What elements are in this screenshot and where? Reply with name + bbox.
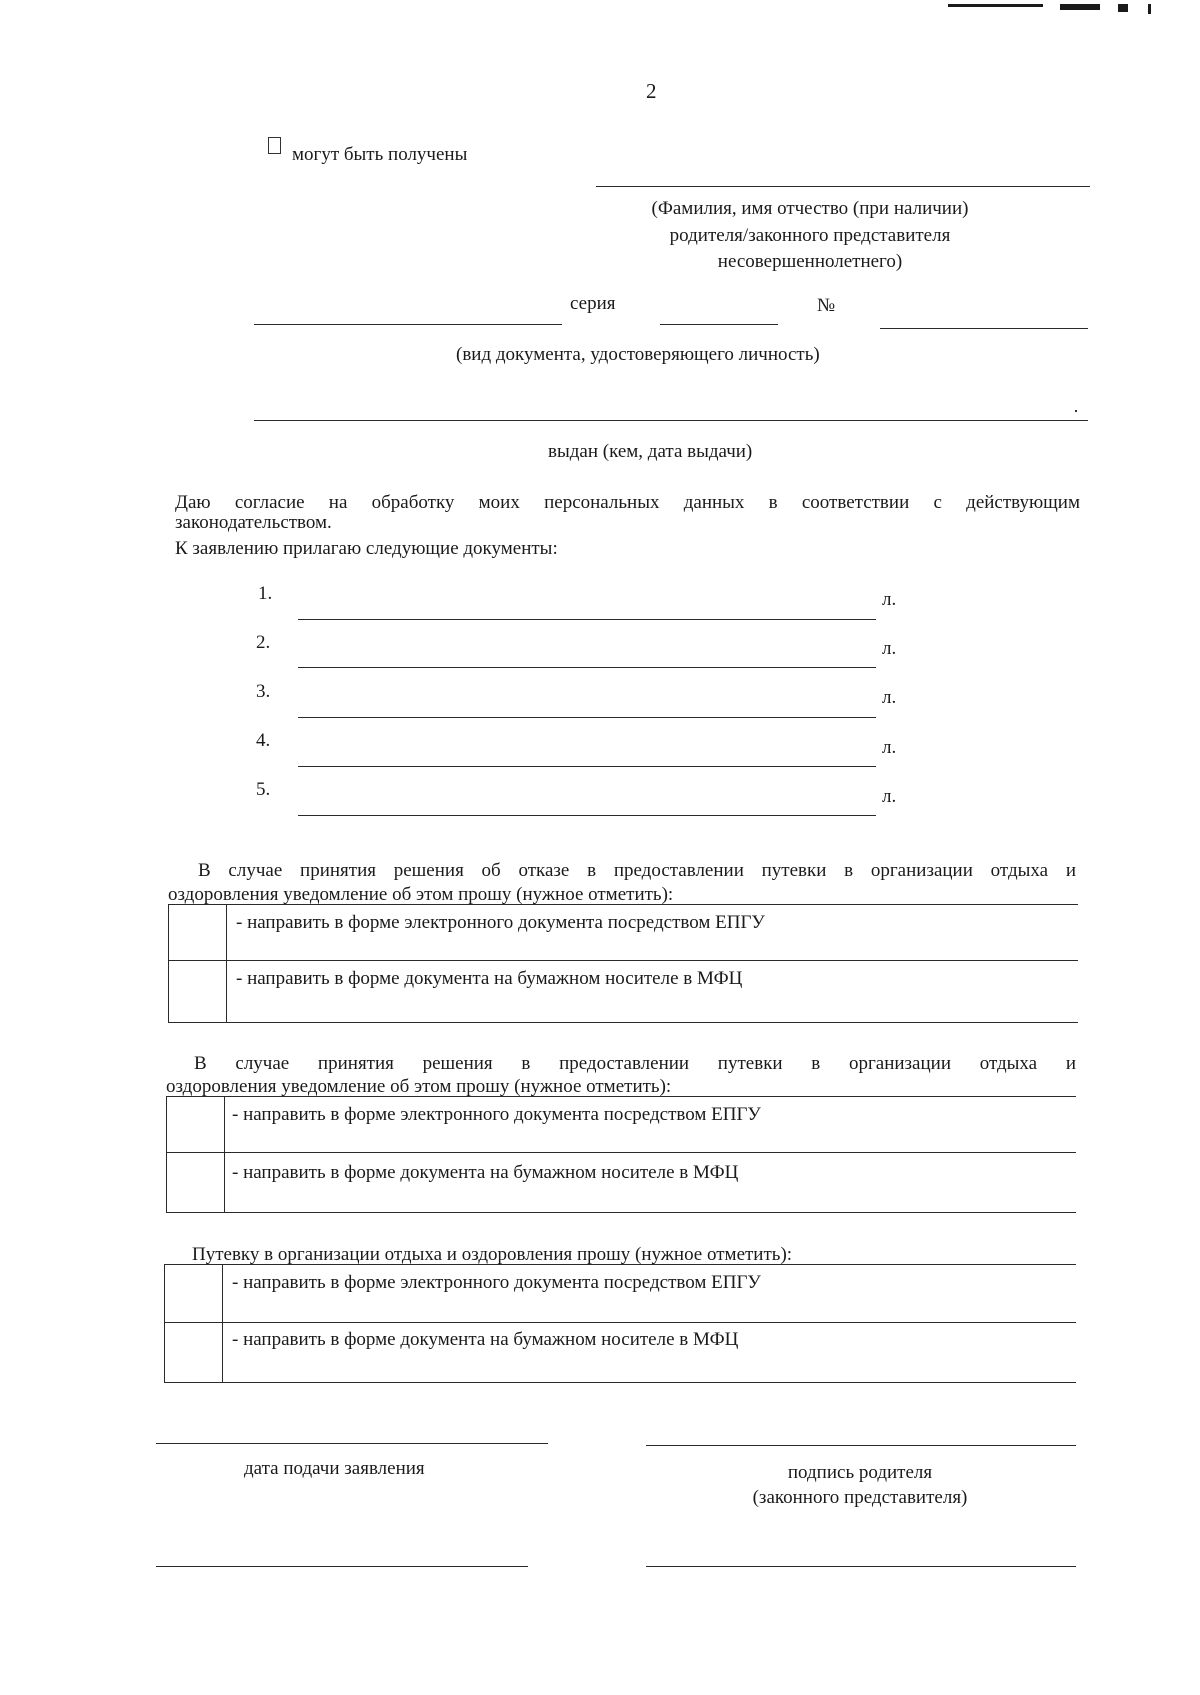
attachments-intro: К заявлению прилагаю следующие документы:: [175, 538, 558, 559]
approval-option-mfc: - направить в форме документа на бумажном носителе в МФЦ: [232, 1162, 739, 1183]
table-border: [224, 1096, 225, 1212]
consent-line-2: законодательством.: [175, 512, 332, 533]
date-field[interactable]: [156, 1443, 548, 1444]
scan-artifact: [1118, 4, 1128, 12]
voucher-option-mfc: - направить в форме документа на бумажном носителе в МФЦ: [232, 1329, 739, 1350]
fio-caption-2: родителя/законного представителя: [669, 225, 951, 246]
page-number: 2: [646, 79, 657, 103]
id-doc-caption: (вид документа, удостоверяющего личность): [456, 344, 820, 365]
attachment-unit: л.: [882, 589, 897, 610]
table-border: [226, 904, 227, 1022]
attachment-field[interactable]: [298, 717, 876, 718]
refusal-line-2: оздоровления уведомление об этом прошу (нужное отметить):: [168, 884, 674, 905]
refusal-option-mfc: - направить в форме документа на бумажном носителе в МФЦ: [236, 968, 743, 989]
table-border: [166, 1212, 1076, 1213]
attachment-field[interactable]: [298, 619, 876, 620]
approval-option-epgu: - направить в форме электронного документа посредством ЕПГУ: [232, 1104, 761, 1125]
approval-line-1: В случае принятия решения в предоставлении путевки в организации отдыха и: [194, 1053, 1076, 1074]
date-caption: дата подачи заявления: [244, 1458, 425, 1479]
attachment-unit: л.: [882, 638, 897, 659]
table-border: [168, 904, 169, 1022]
signature-field[interactable]: [646, 1445, 1076, 1446]
table-border: [164, 1322, 1076, 1323]
table-border: [164, 1382, 1076, 1383]
issued-field[interactable]: [254, 420, 1088, 421]
sign-caption-2: (законного представителя): [752, 1487, 968, 1508]
approval-epgu-checkbox[interactable]: [168, 1098, 222, 1150]
fio-field[interactable]: [596, 186, 1090, 187]
voucher-mfc-checkbox[interactable]: [166, 1324, 220, 1380]
consent-line-1: Даю согласие на обработку моих персональных данных в соответствии с действующим: [175, 492, 1080, 513]
series-field[interactable]: [660, 324, 778, 325]
refusal-line-1: В случае принятия решения об отказе в предоставлении путевки в организации отдыха и: [198, 860, 1076, 881]
attachment-num: 1.: [258, 583, 273, 604]
attachment-unit: л.: [882, 687, 897, 708]
fio-caption-1: (Фамилия, имя отчество (при наличии): [651, 198, 969, 219]
attachment-num: 4.: [256, 730, 271, 751]
refusal-epgu-checkbox[interactable]: [170, 906, 224, 958]
table-border: [166, 1096, 1076, 1097]
voucher-option-epgu: - направить в форме электронного документа посредством ЕПГУ: [232, 1272, 761, 1293]
approval-mfc-checkbox[interactable]: [168, 1154, 222, 1210]
number-field[interactable]: [880, 328, 1088, 329]
sign-caption-1: подпись родителя: [787, 1462, 933, 1483]
table-border: [168, 904, 1078, 905]
table-border: [166, 1152, 1076, 1153]
dot-artifact: [1075, 410, 1077, 412]
table-border: [222, 1264, 223, 1382]
issued-caption: выдан (кем, дата выдачи): [548, 441, 753, 462]
table-border: [166, 1096, 167, 1212]
attachment-num: 3.: [256, 681, 271, 702]
attachment-field[interactable]: [298, 667, 876, 668]
extra-field[interactable]: [156, 1566, 528, 1567]
scan-artifact: [1060, 4, 1100, 10]
table-border: [164, 1264, 1076, 1265]
attachment-field[interactable]: [298, 815, 876, 816]
scan-artifact: [1148, 4, 1151, 14]
attachment-num: 2.: [256, 632, 271, 653]
extra-field[interactable]: [646, 1566, 1076, 1567]
table-border: [168, 960, 1078, 961]
series-label: серия: [570, 293, 616, 314]
scan-artifact: [948, 4, 1043, 7]
attachment-unit: л.: [882, 786, 897, 807]
refusal-option-epgu: - направить в форме электронного документа посредством ЕПГУ: [236, 912, 765, 933]
voucher-line-1: Путевку в организации отдыха и оздоровления прошу (нужное отметить):: [192, 1244, 793, 1265]
attachment-unit: л.: [882, 737, 897, 758]
fio-caption-3: несовершеннолетнего): [717, 251, 903, 272]
number-label: №: [817, 295, 836, 316]
approval-line-2: оздоровления уведомление об этом прошу (нужное отметить):: [166, 1076, 672, 1097]
voucher-epgu-checkbox[interactable]: [166, 1266, 220, 1320]
table-border: [164, 1264, 165, 1382]
attachment-num: 5.: [256, 779, 271, 800]
checkbox-icon[interactable]: [268, 137, 281, 154]
refusal-mfc-checkbox[interactable]: [170, 962, 224, 1020]
attachment-field[interactable]: [298, 766, 876, 767]
doc-type-field[interactable]: [254, 324, 562, 325]
received-label: могут быть получены: [292, 144, 468, 165]
table-border: [168, 1022, 1078, 1023]
